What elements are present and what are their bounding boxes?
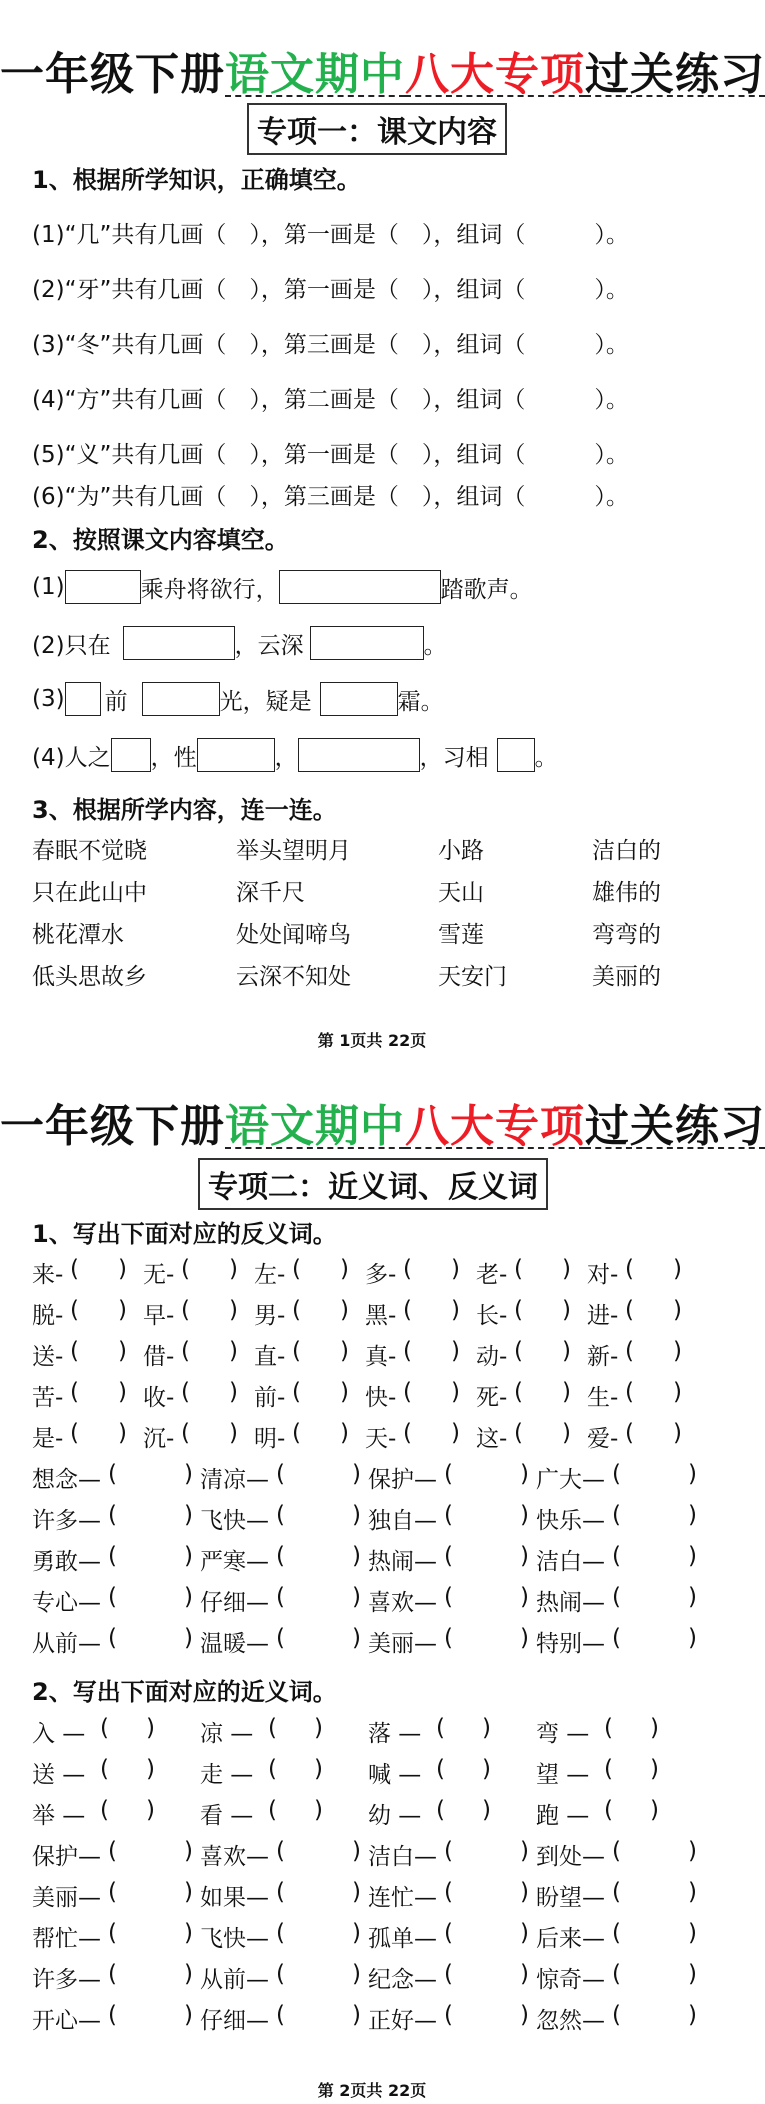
answer-blank-open[interactable]: ( (276, 1838, 285, 1864)
answer-blank-close[interactable]: ) (340, 1338, 349, 1364)
answer-blank-open[interactable]: ( (514, 1420, 523, 1446)
answer-blank-close[interactable]: ) (146, 1715, 155, 1741)
poem-row-3: (3) 前 光，疑是 霜。 (32, 682, 444, 716)
word-item: 喜欢— (200, 1844, 269, 1870)
word-item: 美丽— (368, 1631, 437, 1657)
answer-blank-close[interactable]: ) (451, 1256, 460, 1282)
word-item: 洁白— (368, 1844, 437, 1870)
answer-blank-open[interactable]: ( (268, 1756, 277, 1782)
poem-row-4: (4)人之 ，性 ， ，习相 。 (32, 738, 558, 772)
answer-box[interactable] (65, 682, 101, 716)
word-item: 动- (476, 1344, 508, 1370)
answer-blank-open[interactable]: ( (612, 1543, 621, 1569)
answer-blank-close[interactable]: ) (118, 1338, 127, 1364)
answer-blank-close[interactable]: ) (688, 1543, 697, 1569)
word-item: 举 — (32, 1803, 86, 1829)
word-item: 望 — (536, 1762, 590, 1788)
answer-blank-open[interactable]: ( (444, 1625, 453, 1651)
answer-blank-close[interactable]: ) (314, 1715, 323, 1741)
answer-blank-open[interactable]: ( (436, 1715, 445, 1741)
answer-box[interactable] (497, 738, 535, 772)
answer-blank-open[interactable]: ( (181, 1379, 190, 1405)
poem-row-1: (1) 乘舟将欲行， 踏歌声。 (32, 570, 533, 604)
answer-blank-close[interactable]: ) (451, 1379, 460, 1405)
answer-blank-close[interactable]: ) (673, 1379, 682, 1405)
answer-blank-open[interactable]: ( (514, 1297, 523, 1323)
word-item: 仔细— (200, 2008, 269, 2034)
word-item: 借- (143, 1344, 175, 1370)
word-item: 到处— (536, 1844, 605, 1870)
answer-blank-open[interactable]: ( (604, 1756, 613, 1782)
word-item: 生- (587, 1385, 619, 1411)
answer-blank-open[interactable]: ( (444, 1961, 453, 1987)
word-item: 对- (587, 1262, 619, 1288)
answer-blank-close[interactable]: ) (650, 1756, 659, 1782)
answer-box[interactable] (320, 682, 398, 716)
fill-line: (6)“为”共有几画（ ），第三画是（ ），组词（ ）。 (32, 484, 629, 510)
answer-blank-open[interactable]: ( (70, 1420, 79, 1446)
word-item: 许多— (32, 1967, 101, 1993)
answer-box[interactable] (123, 626, 235, 660)
word-item: 保护— (368, 1467, 437, 1493)
word-item: 落 — (368, 1721, 422, 1747)
answer-blank-open[interactable]: ( (612, 1838, 621, 1864)
match-item: 雪莲 (438, 922, 484, 948)
word-item: 热闹— (536, 1590, 605, 1616)
answer-blank-open[interactable]: ( (444, 1461, 453, 1487)
word-item: 长- (476, 1303, 508, 1329)
answer-blank-open[interactable]: ( (268, 1715, 277, 1741)
word-item: 进- (587, 1303, 619, 1329)
answer-blank-open[interactable]: ( (276, 1879, 285, 1905)
page-footer: 第 2页共 22页 (317, 2081, 427, 2100)
answer-box[interactable] (310, 626, 424, 660)
answer-blank-open[interactable]: ( (276, 1961, 285, 1987)
answer-blank-close[interactable]: ) (688, 1625, 697, 1651)
word-item: 许多— (32, 1508, 101, 1534)
word-item: 看 — (200, 1803, 254, 1829)
answer-blank-open[interactable]: ( (100, 1797, 109, 1823)
poem-row-2: (2)只在 ，云深 。 (32, 626, 447, 660)
answer-blank-close[interactable]: ) (184, 1543, 193, 1569)
answer-blank-close[interactable]: ) (482, 1797, 491, 1823)
answer-blank-close[interactable]: ) (184, 2002, 193, 2028)
word-item: 喜欢— (368, 1590, 437, 1616)
word-item: 老- (476, 1262, 508, 1288)
answer-blank-open[interactable]: ( (403, 1379, 412, 1405)
answer-blank-close[interactable]: ) (688, 1920, 697, 1946)
answer-blank-close[interactable]: ) (340, 1256, 349, 1282)
answer-blank-open[interactable]: ( (403, 1338, 412, 1364)
answer-blank-open[interactable]: ( (403, 1420, 412, 1446)
answer-blank-open[interactable]: ( (403, 1297, 412, 1323)
word-item: 盼望— (536, 1885, 605, 1911)
answer-blank-close[interactable]: ) (118, 1379, 127, 1405)
answer-blank-open[interactable]: ( (612, 1625, 621, 1651)
answer-blank-close[interactable]: ) (562, 1256, 571, 1282)
match-item: 小路 (438, 838, 484, 864)
answer-blank-close[interactable]: ) (352, 1838, 361, 1864)
word-item: 如果— (200, 1885, 269, 1911)
answer-blank-close[interactable]: ) (520, 1502, 529, 1528)
word-item: 天- (365, 1426, 397, 1452)
answer-blank-close[interactable]: ) (314, 1756, 323, 1782)
page-1 (0, 0, 765, 1050)
answer-blank-open[interactable]: ( (276, 1584, 285, 1610)
word-item: 飞快— (200, 1508, 269, 1534)
question-2-heading: 2、写出下面对应的近义词。 (32, 1678, 337, 1706)
answer-blank-open[interactable]: ( (70, 1297, 79, 1323)
word-item: 纪念— (368, 1967, 437, 1993)
answer-box[interactable] (298, 738, 420, 772)
answer-blank-open[interactable]: ( (292, 1338, 301, 1364)
match-item: 雄伟的 (592, 880, 661, 906)
answer-box[interactable] (65, 570, 141, 604)
answer-blank-open[interactable]: ( (604, 1715, 613, 1741)
answer-blank-close[interactable]: ) (520, 1838, 529, 1864)
answer-blank-close[interactable]: ) (520, 1920, 529, 1946)
word-item: 独自— (368, 1508, 437, 1534)
word-item: 这- (476, 1426, 508, 1452)
page-2 (0, 1060, 765, 2104)
answer-blank-close[interactable]: ) (352, 1879, 361, 1905)
answer-blank-close[interactable]: ) (482, 1756, 491, 1782)
answer-blank-close[interactable]: ) (650, 1715, 659, 1741)
answer-blank-open[interactable]: ( (444, 1920, 453, 1946)
page-footer: 第 1页共 22页 (317, 1031, 427, 1050)
answer-blank-close[interactable]: ) (229, 1297, 238, 1323)
answer-blank-open[interactable]: ( (612, 1502, 621, 1528)
answer-blank-close[interactable]: ) (688, 1461, 697, 1487)
answer-blank-open[interactable]: ( (292, 1420, 301, 1446)
word-item: 送 — (32, 1762, 86, 1788)
word-item: 死- (476, 1385, 508, 1411)
word-item: 多- (365, 1262, 397, 1288)
question-1-heading: 1、根据所学知识，正确填空。 (32, 166, 361, 194)
match-item: 美丽的 (592, 964, 661, 990)
answer-blank-open[interactable]: ( (100, 1756, 109, 1782)
word-item: 仔细— (200, 1590, 269, 1616)
section-title: 专项二：近义词、反义词 (198, 1158, 548, 1210)
answer-blank-close[interactable]: ) (229, 1256, 238, 1282)
answer-blank-close[interactable]: ) (688, 1961, 697, 1987)
word-item: 早- (143, 1303, 175, 1329)
answer-blank-open[interactable]: ( (181, 1297, 190, 1323)
answer-blank-close[interactable]: ) (352, 1961, 361, 1987)
answer-blank-open[interactable]: ( (444, 1502, 453, 1528)
answer-blank-close[interactable]: ) (229, 1338, 238, 1364)
answer-blank-open[interactable]: ( (625, 1379, 634, 1405)
answer-blank-close[interactable]: ) (520, 1584, 529, 1610)
word-item: 温暖— (200, 1631, 269, 1657)
word-item: 来- (32, 1262, 64, 1288)
answer-blank-open[interactable]: ( (436, 1797, 445, 1823)
word-item: 沉- (143, 1426, 175, 1452)
answer-blank-close[interactable]: ) (451, 1420, 460, 1446)
answer-blank-close[interactable]: ) (562, 1420, 571, 1446)
word-item: 脱- (32, 1303, 64, 1329)
answer-blank-open[interactable]: ( (444, 1584, 453, 1610)
word-item: 黑- (365, 1303, 397, 1329)
answer-blank-open[interactable]: ( (268, 1797, 277, 1823)
question-1-heading: 1、写出下面对应的反义词。 (32, 1220, 337, 1248)
answer-blank-open[interactable]: ( (444, 1838, 453, 1864)
answer-blank-close[interactable]: ) (451, 1338, 460, 1364)
answer-blank-close[interactable]: ) (673, 1297, 682, 1323)
word-item: 严寒— (200, 1549, 269, 1575)
answer-blank-open[interactable]: ( (108, 2002, 117, 2028)
word-item: 广大— (536, 1467, 605, 1493)
answer-blank-open[interactable]: ( (108, 1879, 117, 1905)
word-item: 清凉— (200, 1467, 269, 1493)
word-item: 收- (143, 1385, 175, 1411)
word-item: 前- (254, 1385, 286, 1411)
answer-blank-open[interactable]: ( (403, 1256, 412, 1282)
answer-blank-open[interactable]: ( (276, 1920, 285, 1946)
match-item: 天安门 (438, 964, 507, 990)
answer-blank-open[interactable]: ( (108, 1461, 117, 1487)
answer-blank-open[interactable]: ( (514, 1338, 523, 1364)
answer-blank-close[interactable]: ) (229, 1379, 238, 1405)
answer-blank-close[interactable]: ) (520, 1461, 529, 1487)
answer-blank-close[interactable]: ) (688, 1502, 697, 1528)
answer-blank-open[interactable]: ( (292, 1297, 301, 1323)
fill-line: (2)“牙”共有几画（ ），第一画是（ ），组词（ ）。 (32, 277, 629, 303)
answer-blank-close[interactable]: ) (314, 1797, 323, 1823)
match-item: 云深不知处 (236, 964, 351, 990)
fill-line: (1)“几”共有几画（ ），第一画是（ ），组词（ ）。 (32, 222, 629, 248)
word-item: 直- (254, 1344, 286, 1370)
answer-blank-open[interactable]: ( (625, 1420, 634, 1446)
answer-blank-close[interactable]: ) (118, 1256, 127, 1282)
answer-blank-open[interactable]: ( (70, 1379, 79, 1405)
answer-blank-close[interactable]: ) (673, 1256, 682, 1282)
answer-blank-open[interactable]: ( (276, 2002, 285, 2028)
answer-blank-open[interactable]: ( (276, 1502, 285, 1528)
word-item: 洁白— (536, 1549, 605, 1575)
answer-blank-close[interactable]: ) (688, 2002, 697, 2028)
answer-blank-close[interactable]: ) (184, 1879, 193, 1905)
word-item: 新- (587, 1344, 619, 1370)
match-item: 弯弯的 (592, 922, 661, 948)
word-item: 开心— (32, 2008, 101, 2034)
answer-blank-open[interactable]: ( (612, 1961, 621, 1987)
answer-blank-close[interactable]: ) (184, 1461, 193, 1487)
word-item: 男- (254, 1303, 286, 1329)
word-item: 从前— (200, 1967, 269, 1993)
word-item: 美丽— (32, 1885, 101, 1911)
word-item: 保护— (32, 1844, 101, 1870)
word-item: 后来— (536, 1926, 605, 1952)
answer-blank-close[interactable]: ) (184, 1838, 193, 1864)
fill-line: (5)“义”共有几画（ ），第一画是（ ），组词（ ）。 (32, 442, 629, 468)
page-title: 一年级下册语文期中八大专项过关练习 (0, 49, 765, 100)
word-item: 爱- (587, 1426, 619, 1452)
answer-blank-close[interactable]: ) (673, 1338, 682, 1364)
answer-box[interactable] (197, 738, 275, 772)
answer-blank-close[interactable]: ) (184, 1961, 193, 1987)
answer-blank-close[interactable]: ) (118, 1420, 127, 1446)
answer-blank-close[interactable]: ) (340, 1297, 349, 1323)
word-item: 连忙— (368, 1885, 437, 1911)
answer-blank-open[interactable]: ( (181, 1420, 190, 1446)
word-item: 走 — (200, 1762, 254, 1788)
answer-blank-open[interactable]: ( (276, 1543, 285, 1569)
answer-blank-close[interactable]: ) (673, 1420, 682, 1446)
word-item: 跑 — (536, 1803, 590, 1829)
answer-blank-close[interactable]: ) (562, 1379, 571, 1405)
answer-blank-open[interactable]: ( (514, 1379, 523, 1405)
fill-line: (3)“冬”共有几画（ ），第三画是（ ），组词（ ）。 (32, 332, 629, 358)
answer-blank-open[interactable]: ( (436, 1756, 445, 1782)
word-item: 弯 — (536, 1721, 590, 1747)
answer-blank-close[interactable]: ) (184, 1584, 193, 1610)
answer-blank-open[interactable]: ( (514, 1256, 523, 1282)
match-item: 洁白的 (592, 838, 661, 864)
answer-blank-close[interactable]: ) (520, 1961, 529, 1987)
answer-blank-open[interactable]: ( (612, 1584, 621, 1610)
answer-box[interactable] (279, 570, 441, 604)
answer-blank-open[interactable]: ( (444, 2002, 453, 2028)
answer-blank-close[interactable]: ) (688, 1838, 697, 1864)
match-item: 处处闻啼鸟 (236, 922, 351, 948)
answer-blank-open[interactable]: ( (100, 1715, 109, 1741)
answer-blank-open[interactable]: ( (108, 1502, 117, 1528)
answer-blank-open[interactable]: ( (276, 1625, 285, 1651)
word-item: 快- (365, 1385, 397, 1411)
word-item: 热闹— (368, 1549, 437, 1575)
answer-blank-open[interactable]: ( (108, 1625, 117, 1651)
word-item: 是- (32, 1426, 64, 1452)
answer-blank-open[interactable]: ( (108, 1838, 117, 1864)
answer-blank-open[interactable]: ( (625, 1256, 634, 1282)
answer-blank-close[interactable]: ) (650, 1797, 659, 1823)
answer-box[interactable] (111, 738, 151, 772)
match-item: 天山 (438, 880, 484, 906)
answer-blank-close[interactable]: ) (352, 1461, 361, 1487)
answer-blank-open[interactable]: ( (108, 1961, 117, 1987)
answer-blank-close[interactable]: ) (688, 1584, 697, 1610)
answer-blank-close[interactable]: ) (184, 1920, 193, 1946)
word-item: 幼 — (368, 1803, 422, 1829)
answer-blank-open[interactable]: ( (108, 1920, 117, 1946)
word-item: 送- (32, 1344, 64, 1370)
word-item: 飞快— (200, 1926, 269, 1952)
answer-blank-close[interactable]: ) (184, 1502, 193, 1528)
word-item: 入 — (32, 1721, 86, 1747)
answer-blank-close[interactable]: ) (482, 1715, 491, 1741)
word-item: 孤单— (368, 1926, 437, 1952)
answer-blank-close[interactable]: ) (340, 1379, 349, 1405)
answer-blank-close[interactable]: ) (562, 1338, 571, 1364)
answer-blank-close[interactable]: ) (229, 1420, 238, 1446)
match-item: 桃花潭水 (32, 922, 124, 948)
word-item: 特别— (536, 1631, 605, 1657)
word-item: 苦- (32, 1385, 64, 1411)
answer-blank-close[interactable]: ) (146, 1797, 155, 1823)
word-item: 左- (254, 1262, 286, 1288)
answer-blank-open[interactable]: ( (625, 1338, 634, 1364)
match-item: 只在此山中 (32, 880, 147, 906)
answer-blank-close[interactable]: ) (352, 2002, 361, 2028)
word-item: 勇敢— (32, 1549, 101, 1575)
section-title: 专项一：课文内容 (247, 103, 507, 155)
answer-blank-open[interactable]: ( (604, 1797, 613, 1823)
page-title: 一年级下册语文期中八大专项过关练习 (0, 1101, 765, 1152)
answer-blank-open[interactable]: ( (612, 1879, 621, 1905)
word-item: 专心— (32, 1590, 101, 1616)
match-item: 低头思故乡 (32, 964, 147, 990)
word-item: 忽然— (536, 2008, 605, 2034)
match-item: 深千尺 (236, 880, 305, 906)
answer-blank-close[interactable]: ) (520, 1625, 529, 1651)
answer-blank-close[interactable]: ) (184, 1625, 193, 1651)
word-item: 正好— (368, 2008, 437, 2034)
answer-box[interactable] (142, 682, 220, 716)
answer-blank-close[interactable]: ) (352, 1502, 361, 1528)
answer-blank-open[interactable]: ( (276, 1461, 285, 1487)
word-item: 帮忙— (32, 1926, 101, 1952)
match-item: 举头望明月 (236, 838, 351, 864)
word-item: 惊奇— (536, 1967, 605, 1993)
answer-blank-open[interactable]: ( (181, 1338, 190, 1364)
answer-blank-close[interactable]: ) (520, 2002, 529, 2028)
word-item: 真- (365, 1344, 397, 1370)
word-item: 喊 — (368, 1762, 422, 1788)
answer-blank-close[interactable]: ) (352, 1625, 361, 1651)
answer-blank-open[interactable]: ( (612, 2002, 621, 2028)
word-item: 无- (143, 1262, 175, 1288)
word-item: 从前— (32, 1631, 101, 1657)
answer-blank-close[interactable]: ) (451, 1297, 460, 1323)
word-item: 想念— (32, 1467, 101, 1493)
question-2-heading: 2、按照课文内容填空。 (32, 526, 289, 554)
answer-blank-open[interactable]: ( (108, 1584, 117, 1610)
answer-blank-close[interactable]: ) (520, 1543, 529, 1569)
answer-blank-open[interactable]: ( (625, 1297, 634, 1323)
answer-blank-open[interactable]: ( (444, 1879, 453, 1905)
answer-blank-open[interactable]: ( (70, 1338, 79, 1364)
answer-blank-close[interactable]: ) (352, 1920, 361, 1946)
answer-blank-close[interactable]: ) (520, 1879, 529, 1905)
answer-blank-open[interactable]: ( (292, 1256, 301, 1282)
answer-blank-close[interactable]: ) (118, 1297, 127, 1323)
answer-blank-open[interactable]: ( (612, 1920, 621, 1946)
word-item: 凉 — (200, 1721, 254, 1747)
answer-blank-open[interactable]: ( (612, 1461, 621, 1487)
answer-blank-close[interactable]: ) (340, 1420, 349, 1446)
question-3-heading: 3、根据所学内容，连一连。 (32, 796, 337, 824)
word-item: 明- (254, 1426, 286, 1452)
answer-blank-close[interactable]: ) (562, 1297, 571, 1323)
answer-blank-close[interactable]: ) (352, 1584, 361, 1610)
match-item: 春眠不觉晓 (32, 838, 147, 864)
answer-blank-close[interactable]: ) (146, 1756, 155, 1782)
answer-blank-open[interactable]: ( (444, 1543, 453, 1569)
answer-blank-close[interactable]: ) (352, 1543, 361, 1569)
answer-blank-open[interactable]: ( (108, 1543, 117, 1569)
fill-line: (4)“方”共有几画（ ），第二画是（ ），组词（ ）。 (32, 387, 629, 413)
word-item: 快乐— (536, 1508, 605, 1534)
answer-blank-open[interactable]: ( (292, 1379, 301, 1405)
answer-blank-close[interactable]: ) (688, 1879, 697, 1905)
answer-blank-open[interactable]: ( (181, 1256, 190, 1282)
answer-blank-open[interactable]: ( (70, 1256, 79, 1282)
